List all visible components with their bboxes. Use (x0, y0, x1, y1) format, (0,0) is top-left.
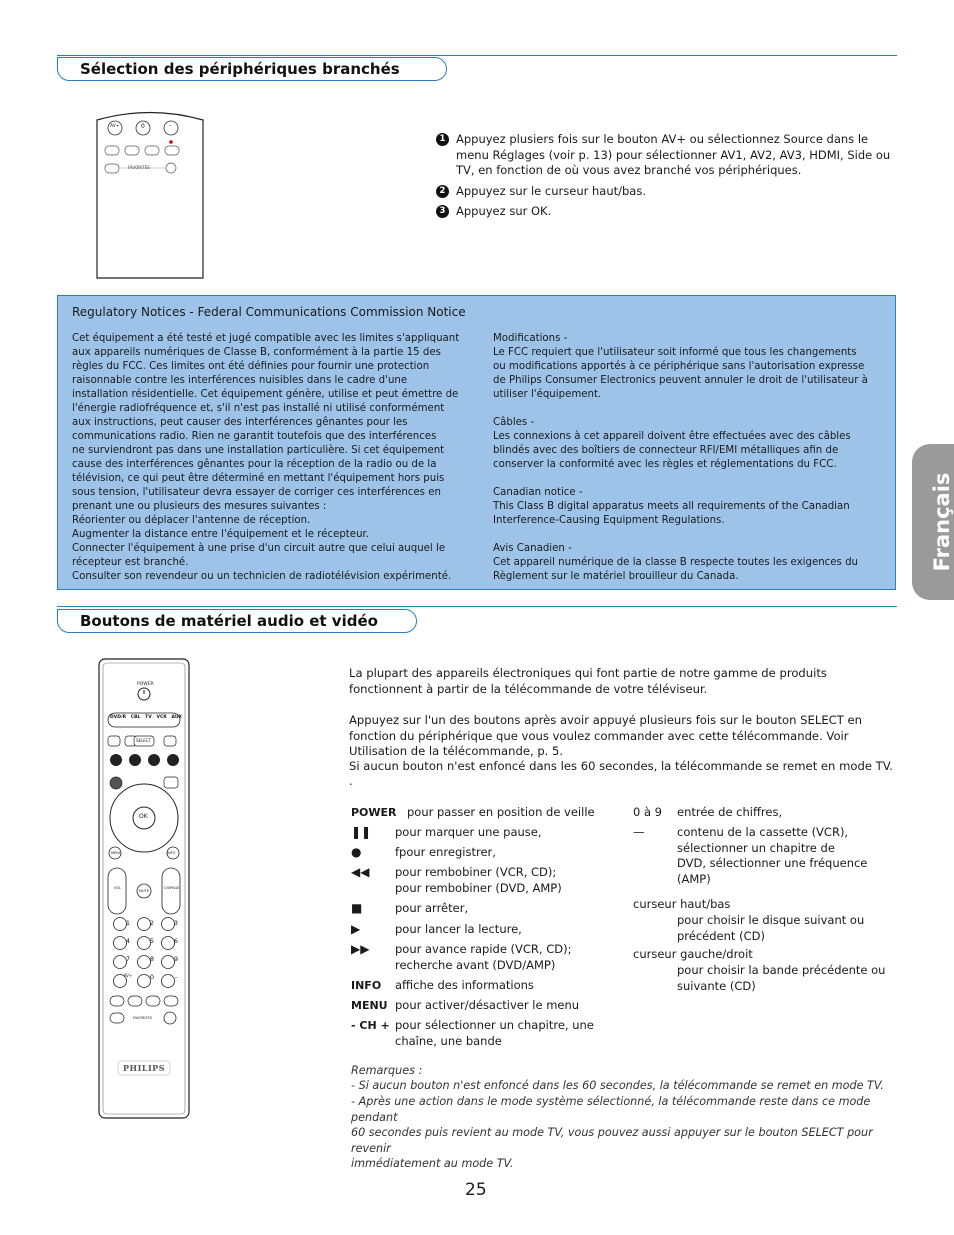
section-title-peripheriques: Sélection des périphériques branchés (57, 57, 447, 81)
remark-2: - Après une action dans le mode système sélectionné, la télécommande reste dans ce mode pendant 60 secondes puis revient au mode TV, vous pouvez aussi appuyer sur le bouton SELECT pour revenir immédiatement au mode TV. (351, 1095, 873, 1171)
rewind-icon: ◀◀ (351, 865, 370, 879)
volume-rocker[interactable] (108, 868, 126, 914)
key-3: 3 (173, 919, 179, 927)
record-icon: ● (351, 845, 362, 859)
step-1 (436, 132, 896, 179)
step-text-3: Appuyez sur OK. (456, 204, 552, 218)
intro-paragraph: La plupart des appareils électroniques qui font partie de notre gamme de produits fonctionnent à partir de la télécommande de votre téléviseur. (349, 666, 827, 696)
key-1: 1 (125, 919, 131, 927)
format-button[interactable] (164, 777, 178, 788)
key-cursor-vertical: curseur haut/bas (633, 897, 731, 911)
key-power: POWER (351, 806, 397, 819)
step-number-1: 1 (436, 133, 449, 146)
yellow-button[interactable] (148, 754, 160, 766)
desc-menu: pour activer/désactiver le menu (395, 998, 580, 1012)
desc-info: affiche des informations (395, 978, 534, 992)
remote-info-label: INFO (167, 851, 176, 855)
desc-pause: pour marquer une pause, (395, 825, 542, 839)
remote-mute-label: MUTE (139, 889, 149, 893)
select-paragraph: Appuyez sur l'un des boutons après avoir appuyé plusieurs fois sur le bouton SELECT en fonction du périphérique que vous voulez commander avec cette télécommande. Voir Utilisation de la télécommande, p. 5. (349, 713, 862, 759)
step-number-3: 3 (436, 205, 449, 218)
language-label: Français (930, 472, 954, 572)
favorites-icon[interactable] (164, 1012, 176, 1024)
key-av: AV+ (123, 973, 133, 978)
desc-digits: entrée de chiffres, (677, 805, 783, 819)
desc-play: pour lancer la lecture, (395, 922, 522, 936)
desc-dash: contenu de la cassette (VCR), sélectionner un chapitre de DVD, sélectionner une fréquence (AMP) (677, 825, 868, 886)
regulatory-heading: Regulatory Notices - Federal Communications Commission Notice (72, 305, 466, 319)
desc-forward: pour avance rapide (VCR, CD); recherche avant (DVD/AMP) (395, 942, 572, 972)
desc-stop: pour arrêter, (395, 901, 469, 915)
step-3 (436, 204, 896, 220)
stop-icon: ■ (351, 901, 363, 915)
key-channel: - CH + (351, 1019, 390, 1032)
remote-keypad-labels (116, 919, 188, 981)
key-5: 5 (149, 937, 155, 945)
key-2: 2 (149, 919, 155, 927)
key-6: 6 (173, 937, 179, 945)
desc-rewind: pour rembobiner (VCR, CD); pour rembobiner (DVD, AMP) (395, 865, 562, 895)
device-label-cbl: CBL (130, 715, 141, 720)
small-remote-favorites-label: FAVORITES (128, 165, 150, 170)
step-number-2: 2 (436, 185, 449, 198)
device-label-aux: AUX (171, 715, 182, 720)
mode-button[interactable] (110, 777, 122, 789)
key-digits: 0 à 9 (633, 805, 662, 819)
key-dash: - (174, 973, 178, 981)
remarks-title: Remarques : (351, 1064, 423, 1077)
remote-vol-label: VOL (114, 886, 122, 890)
key-4: 4 (125, 937, 131, 945)
step-text-2: Appuyez sur le curseur haut/bas. (456, 184, 646, 198)
step-2 (436, 184, 896, 200)
key-0: 0 (149, 973, 155, 981)
remote-ch-label: CH/PAGE (164, 886, 180, 890)
desc-power: pour passer en position de veille (407, 805, 595, 819)
regulatory-left-text: Cet équipement a été testé et jugé compatible avec les limites s'appliquant aux appareils numériques de Classe B, conformément à la partie 15 des règles du FCC. Ces limites ont été définies pour fournir une protection raisonnable contre les interférences nuisibles dans le cadre d'une installation résidentielle. Cet équipement génère, utilise et peut émettre de l'énergie radiofréquence et, s'il n'est pas installé ni utilisé conformément aux instructions, peut causer des interférences gênantes pour les communications radio. Rien ne garantit toutefois que des interférences ne surviendront pas dans une installation particulière. Si cet équipement cause des interférences gênantes pour la réception de la radio ou de la télévision, ce qui peut être déterminé en mettant l'équipement hors puis sous tension, l'utilisateur devra essayer de corriger ces interférences en prenant une ou plusieurs des mesures suivantes : Réorienter ou déplacer l'antenne de réception. Augmenter la distance entre l'équipement et le récepteur. Connecter l'équipement à une prise d'un circuit autre que celui auquel le récepteur est branché. Consulter son revendeur ou un technicien de radiotélévision expérimenté. (72, 333, 460, 582)
middle-rule (57, 606, 897, 607)
dot-paragraph: . (349, 774, 353, 788)
pause-icon: ❚❚ (351, 825, 372, 839)
remote-device-labels (110, 715, 182, 720)
key-7: 7 (125, 955, 131, 963)
section-title-audio-video: Boutons de matériel audio et vidéo (57, 609, 417, 633)
key-cursor-horizontal: curseur gauche/droit (633, 947, 753, 961)
regulatory-notice-box (57, 295, 896, 590)
remark-1: - Si aucun bouton n'est enfoncé dans les 60 secondes, la télécommande se remet en mode TV. (351, 1079, 884, 1092)
desc-cursor-horizontal: pour choisir la bande précédente ou suivante (CD) (677, 963, 886, 993)
key-menu: MENU (351, 999, 388, 1012)
key-info: INFO (351, 979, 382, 992)
desc-record: fpour enregistrer, (395, 845, 496, 859)
blue-button[interactable] (167, 754, 179, 766)
remote-select-label: SELECT (136, 738, 152, 743)
key-9: 9 (173, 955, 179, 963)
channel-rocker[interactable] (162, 868, 180, 914)
device-label-tv: TV (145, 715, 152, 720)
small-remote-zero-label: 0 (141, 123, 145, 130)
language-side-tab (912, 444, 954, 600)
key-8: 8 (149, 955, 155, 963)
green-button[interactable] (129, 754, 141, 766)
desc-channel: pour sélectionner un chapitre, une chaîne, une bande (395, 1018, 594, 1048)
small-remote-av-label: AV+ (110, 124, 120, 129)
philips-logo: PHILIPS (123, 1063, 165, 1073)
stop-button[interactable] (108, 736, 120, 746)
remote-favorites-label: FAVORITES (133, 1016, 152, 1020)
desc-cursor-vertical: pour choisir le disque suivant ou précédent (CD) (677, 913, 865, 943)
red-button[interactable] (110, 754, 122, 766)
remote-ok-label: OK (139, 813, 148, 820)
indicator-led-icon (169, 140, 173, 144)
device-label-vcr: VCR (156, 715, 167, 720)
step-text-1: Appuyez plusiers fois sur le bouton AV+ ou sélectionnez Source dans le menu Réglages (voir p. 13) pour sélectionner AV1, AV2, AV3, HDMI, Side ou TV, en fonction de où vous avez branché vos périphériques. (456, 132, 891, 178)
key-dash-row: — (633, 825, 645, 839)
play-icon: ▶ (351, 922, 361, 936)
regulatory-right-text: Modifications - Le FCC requiert que l'utilisateur soit informé que tous les changements ou modifications apportés à ce périphérique sans l'autorisation expresse de Philips Consumer Electronics peuvent annuler le droit de l'utilisateur à utiliser l'équipement. Câbles - Les connexions à cet appareil doivent être effectuées avec des câbles blindés avec des boîtiers de connecteur RFI/EMI métalliques afin de conserver la conformité avec les règles et réglementations du FCC. Canadian notice - This Class B digital apparatus meets all requirements of the Canadian Interference-Causing Equipment Regulations. Avis Canadien - Cet appareil numérique de la classe B respecte toutes les exigences du Règlement sur le matériel brouilleur du Canada. (493, 333, 868, 582)
timeout-paragraph: Si aucun bouton n'est enfoncé dans les 60 secondes, la télécommande se remet en mode TV. (349, 759, 893, 773)
device-label-dvd: DVD/R (110, 715, 127, 720)
page-number: 25 (465, 1180, 487, 1200)
play-button[interactable] (164, 736, 176, 746)
remote-menu-label: MENU (111, 851, 122, 855)
top-rule (57, 55, 897, 56)
fast-forward-icon: ▶▶ (351, 942, 370, 956)
small-remote-dash-label: - (169, 122, 172, 129)
favorites-check-icon[interactable] (166, 163, 176, 173)
remote-power-label: POWER (137, 682, 154, 687)
